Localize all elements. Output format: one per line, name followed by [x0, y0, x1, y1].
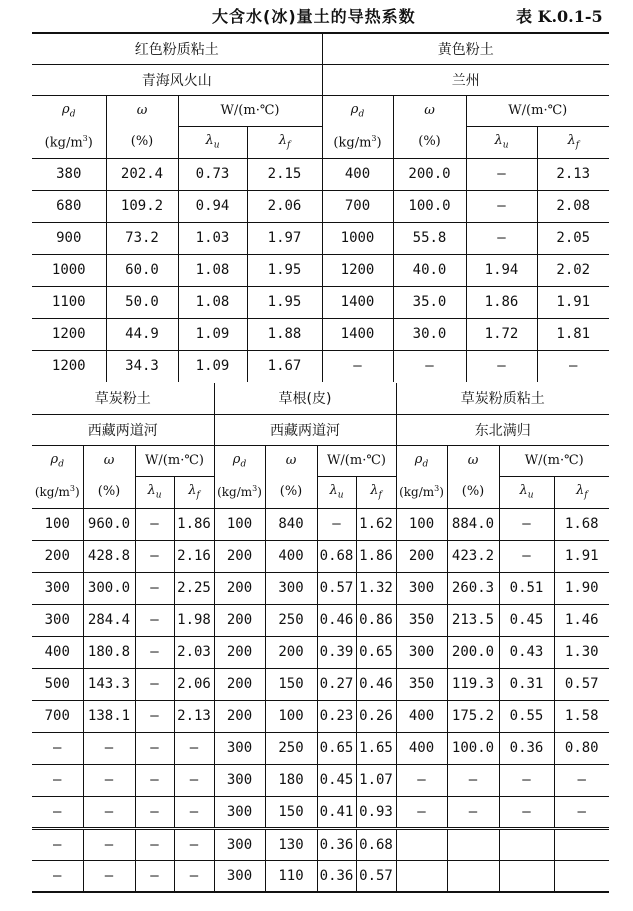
table-cell: 2.13	[174, 700, 214, 732]
table-cell: 180	[265, 764, 317, 796]
table-row	[32, 222, 609, 254]
lambda-f-symbol: $\lambda_f$	[174, 476, 214, 508]
table-cell: 1000	[32, 254, 106, 286]
table-cell: —	[499, 508, 554, 540]
table-row	[32, 700, 609, 732]
table-cell: 1.07	[356, 764, 396, 796]
table-cell: 400	[396, 732, 447, 764]
table-cell: 100	[32, 508, 83, 540]
thermal-conductivity-table-part1	[32, 32, 609, 382]
table-cell: 0.65	[356, 636, 396, 668]
location-header: 兰州	[322, 64, 609, 95]
table-cell: 1100	[32, 286, 106, 318]
conductivity-unit: W/(m·℃)	[178, 95, 322, 126]
table-cell: 300	[214, 860, 265, 892]
table-cell: 0.51	[499, 572, 554, 604]
table-cell: 380	[32, 158, 106, 190]
table-cell: 200	[265, 636, 317, 668]
table-cell	[499, 828, 554, 860]
table-cell: —	[174, 796, 214, 828]
table-title-bar	[0, 2, 633, 28]
table-row	[32, 286, 609, 318]
table-cell: 428.8	[83, 540, 135, 572]
table-cell: —	[466, 158, 537, 190]
table-cell: 423.2	[447, 540, 499, 572]
lambda-f-symbol: $\lambda_f$	[356, 476, 396, 508]
table-cell: —	[554, 764, 609, 796]
density-symbol: $\rho_d$	[32, 445, 83, 476]
table-cell: 1.86	[174, 508, 214, 540]
soil-type-header: 红色粉质粘土	[32, 33, 322, 64]
table-cell: 1.32	[356, 572, 396, 604]
table-cell: —	[466, 190, 537, 222]
table-cell: 1.91	[554, 540, 609, 572]
table-cell: 100.0	[393, 190, 466, 222]
table-cell: 1.81	[537, 318, 609, 350]
table-cell: 200	[214, 668, 265, 700]
table-cell: 0.36	[317, 828, 356, 860]
table-cell: —	[135, 700, 174, 732]
table-cell: 300	[265, 572, 317, 604]
table-cell: 0.55	[499, 700, 554, 732]
location-header: 东北满归	[396, 414, 609, 445]
table-cell: 110	[265, 860, 317, 892]
percent-unit: (%)	[106, 126, 178, 158]
table-cell: 1.67	[247, 350, 322, 382]
table-cell: 1.95	[247, 254, 322, 286]
lambda-f-symbol: $\lambda_f$	[537, 126, 609, 158]
table-cell: 119.3	[447, 668, 499, 700]
table-cell: —	[135, 732, 174, 764]
table-cell: 1.98	[174, 604, 214, 636]
table-cell: —	[174, 860, 214, 892]
table-cell: 44.9	[106, 318, 178, 350]
percent-unit: (%)	[265, 476, 317, 508]
table-cell: 0.94	[178, 190, 247, 222]
table-cell: 884.0	[447, 508, 499, 540]
table-cell: 2.05	[537, 222, 609, 254]
table-cell: 700	[32, 700, 83, 732]
table-cell: 0.31	[499, 668, 554, 700]
percent-unit: (%)	[393, 126, 466, 158]
table-cell: 175.2	[447, 700, 499, 732]
table-cell: 0.26	[356, 700, 396, 732]
table-cell: 2.06	[247, 190, 322, 222]
table-cell: 300	[214, 796, 265, 828]
table-cell: 73.2	[106, 222, 178, 254]
table-cell: —	[554, 796, 609, 828]
table-cell: 1.46	[554, 604, 609, 636]
table-row	[32, 158, 609, 190]
table-cell: 0.45	[499, 604, 554, 636]
location-header: 西藏两道河	[214, 414, 396, 445]
water-content-symbol: ω	[106, 95, 178, 126]
conductivity-unit: W/(m·℃)	[466, 95, 609, 126]
table-cell: —	[499, 796, 554, 828]
density-symbol: $\rho_d$	[214, 445, 265, 476]
table-row	[32, 604, 609, 636]
table-cell: —	[466, 350, 537, 382]
table-cell: 0.46	[317, 604, 356, 636]
density-symbol: $\rho_d$	[322, 95, 393, 126]
lambda-u-symbol: $\lambda_u$	[317, 476, 356, 508]
table-cell: 100	[396, 508, 447, 540]
table-cell: 1.72	[466, 318, 537, 350]
table-cell: —	[396, 796, 447, 828]
density-unit: $(kg/m^3)$	[322, 126, 393, 158]
table-cell: —	[174, 764, 214, 796]
percent-unit: (%)	[447, 476, 499, 508]
table-row	[32, 732, 609, 764]
table-cell: 100.0	[447, 732, 499, 764]
table-cell: 260.3	[447, 572, 499, 604]
table-cell: 840	[265, 508, 317, 540]
table-cell	[447, 860, 499, 892]
table-cell: 0.39	[317, 636, 356, 668]
table-cell: 202.4	[106, 158, 178, 190]
lambda-u-symbol: $\lambda_u$	[135, 476, 174, 508]
table-cell: 30.0	[393, 318, 466, 350]
table-cell: —	[32, 732, 83, 764]
table-cell: 0.46	[356, 668, 396, 700]
table-code: 表 K.0.1-5	[516, 7, 603, 26]
table-cell: 100	[265, 700, 317, 732]
lambda-u-symbol: $\lambda_u$	[178, 126, 247, 158]
table-cell: 900	[32, 222, 106, 254]
conductivity-unit: W/(m·℃)	[135, 445, 214, 476]
thermal-conductivity-table-part2	[32, 383, 609, 893]
conductivity-unit: W/(m·℃)	[499, 445, 609, 476]
soil-type-header: 黄色粉土	[322, 33, 609, 64]
location-header: 西藏两道河	[32, 414, 214, 445]
table-cell: 0.57	[317, 572, 356, 604]
table-cell	[396, 828, 447, 860]
table-cell: 250	[265, 604, 317, 636]
table-cell: 180.8	[83, 636, 135, 668]
table-cell: 700	[322, 190, 393, 222]
table-cell: —	[83, 828, 135, 860]
table-cell: —	[447, 764, 499, 796]
table-cell: 1.58	[554, 700, 609, 732]
table-cell: 200	[214, 540, 265, 572]
water-content-symbol: ω	[83, 445, 135, 476]
table-cell: 1.08	[178, 254, 247, 286]
table-cell: 1200	[32, 318, 106, 350]
table-cell: 400	[32, 636, 83, 668]
table-cell: 400	[396, 700, 447, 732]
table-cell: 2.25	[174, 572, 214, 604]
soil-type-header: 草炭粉土	[32, 383, 214, 414]
density-unit: $(kg/m^3)$	[396, 476, 447, 508]
table-cell: 1.30	[554, 636, 609, 668]
table-cell: 34.3	[106, 350, 178, 382]
table-cell: —	[135, 540, 174, 572]
table-cell: —	[135, 668, 174, 700]
table-cell: 1000	[322, 222, 393, 254]
table-cell: —	[135, 572, 174, 604]
table-cell: —	[32, 764, 83, 796]
table-cell: 2.02	[537, 254, 609, 286]
table-cell	[396, 860, 447, 892]
table-row	[32, 350, 609, 382]
density-unit: $(kg/m^3)$	[32, 476, 83, 508]
table-cell: —	[393, 350, 466, 382]
table-cell: —	[83, 732, 135, 764]
table-cell: 400	[265, 540, 317, 572]
table-cell: —	[135, 828, 174, 860]
table-row	[32, 636, 609, 668]
table-cell: 0.27	[317, 668, 356, 700]
table-row	[32, 764, 609, 796]
table-cell: 1200	[32, 350, 106, 382]
table-cell	[554, 860, 609, 892]
table-cell: 200.0	[393, 158, 466, 190]
table-cell: 0.45	[317, 764, 356, 796]
table-cell: 213.5	[447, 604, 499, 636]
table-cell: —	[83, 764, 135, 796]
density-symbol: $\rho_d$	[396, 445, 447, 476]
table-cell: —	[466, 222, 537, 254]
location-header: 青海风火山	[32, 64, 322, 95]
soil-type-header: 草根(皮)	[214, 383, 396, 414]
table-cell: —	[317, 508, 356, 540]
soil-type-header: 草炭粉质粘土	[396, 383, 609, 414]
table-cell: 200	[214, 700, 265, 732]
table-cell: —	[32, 828, 83, 860]
table-cell: 1200	[322, 254, 393, 286]
table-cell: 960.0	[83, 508, 135, 540]
table-cell: 200	[214, 572, 265, 604]
table-cell: 1.91	[537, 286, 609, 318]
table-cell: 1.94	[466, 254, 537, 286]
table-cell: 55.8	[393, 222, 466, 254]
lambda-f-symbol: $\lambda_f$	[247, 126, 322, 158]
table-row	[32, 190, 609, 222]
table-cell: —	[135, 636, 174, 668]
table-cell: —	[499, 764, 554, 796]
table-cell: —	[135, 508, 174, 540]
table-cell: 1.09	[178, 318, 247, 350]
water-content-symbol: ω	[393, 95, 466, 126]
table-cell: 1400	[322, 318, 393, 350]
table-cell: 2.13	[537, 158, 609, 190]
table-cell: —	[135, 796, 174, 828]
table-cell	[554, 828, 609, 860]
table-cell: 0.80	[554, 732, 609, 764]
conductivity-unit: W/(m·℃)	[317, 445, 396, 476]
lambda-f-symbol: $\lambda_f$	[554, 476, 609, 508]
table-cell: —	[322, 350, 393, 382]
table-cell: 284.4	[83, 604, 135, 636]
table-cell: 0.57	[356, 860, 396, 892]
table-row	[32, 860, 609, 892]
table-cell: 0.68	[356, 828, 396, 860]
table-cell: 250	[265, 732, 317, 764]
table-cell: 350	[396, 668, 447, 700]
table-cell: 200	[214, 604, 265, 636]
table-cell: 0.86	[356, 604, 396, 636]
table-cell: 300.0	[83, 572, 135, 604]
table-cell: 0.43	[499, 636, 554, 668]
table-cell: —	[83, 796, 135, 828]
water-content-symbol: ω	[265, 445, 317, 476]
table-row	[32, 796, 609, 828]
table-cell: 40.0	[393, 254, 466, 286]
table-row	[32, 318, 609, 350]
table-row	[32, 668, 609, 700]
percent-unit: (%)	[83, 476, 135, 508]
table-cell: 2.08	[537, 190, 609, 222]
table-cell: 143.3	[83, 668, 135, 700]
table-cell: 350	[396, 604, 447, 636]
table-cell: —	[569, 358, 578, 375]
table-row	[32, 572, 609, 604]
table-cell: 0.68	[317, 540, 356, 572]
table-cell: 1.62	[356, 508, 396, 540]
table-cell: 150	[265, 668, 317, 700]
table-cell: 300	[32, 572, 83, 604]
table-cell: 130	[265, 828, 317, 860]
table-cell: 1.68	[554, 508, 609, 540]
table-cell: 0.36	[317, 860, 356, 892]
table-cell: 0.41	[317, 796, 356, 828]
table-cell: 0.93	[356, 796, 396, 828]
table-cell: 300	[396, 636, 447, 668]
table-cell: —	[499, 540, 554, 572]
table-cell: 1.88	[247, 318, 322, 350]
table-body-part1	[32, 158, 609, 382]
table-cell: —	[32, 860, 83, 892]
table-cell: 200	[214, 636, 265, 668]
table-cell: 300	[214, 732, 265, 764]
table-cell: 1400	[322, 286, 393, 318]
table-cell: 50.0	[106, 286, 178, 318]
table-cell: 138.1	[83, 700, 135, 732]
table-cell: —	[135, 764, 174, 796]
table-cell: —	[32, 796, 83, 828]
density-symbol: $\rho_d$	[32, 95, 106, 126]
table-cell: 109.2	[106, 190, 178, 222]
table-cell: 1.86	[466, 286, 537, 318]
table-cell: 1.86	[356, 540, 396, 572]
table-cell: 400	[322, 158, 393, 190]
table-row	[32, 508, 609, 540]
table-cell: 300	[214, 764, 265, 796]
table-cell: 1.03	[178, 222, 247, 254]
table-body-part2	[32, 508, 609, 892]
table-title: 大含水(冰)量土的导热系数	[212, 7, 416, 26]
table-cell: —	[174, 732, 214, 764]
table-cell: 60.0	[106, 254, 178, 286]
table-cell: —	[174, 828, 214, 860]
table-cell: 200	[32, 540, 83, 572]
density-unit: $(kg/m^3)$	[214, 476, 265, 508]
table-cell: 0.23	[317, 700, 356, 732]
table-cell: —	[135, 860, 174, 892]
water-content-symbol: ω	[447, 445, 499, 476]
table-row	[32, 254, 609, 286]
table-cell: 200.0	[447, 636, 499, 668]
table-cell: 35.0	[393, 286, 466, 318]
table-cell: 0.36	[499, 732, 554, 764]
table-cell: 2.06	[174, 668, 214, 700]
density-unit: $(kg/m^3)$	[32, 126, 106, 158]
table-cell: 0.57	[554, 668, 609, 700]
table-cell: 1.65	[356, 732, 396, 764]
table-cell: 200	[396, 540, 447, 572]
table-cell: 0.73	[178, 158, 247, 190]
lambda-u-symbol: $\lambda_u$	[499, 476, 554, 508]
table-cell: —	[447, 796, 499, 828]
table-cell	[499, 860, 554, 892]
table-cell: 300	[32, 604, 83, 636]
table-cell: —	[135, 604, 174, 636]
table-cell: 150	[265, 796, 317, 828]
table-cell: 2.16	[174, 540, 214, 572]
table-cell: 100	[214, 508, 265, 540]
table-cell: 2.03	[174, 636, 214, 668]
table-cell	[447, 828, 499, 860]
table-cell: 300	[214, 828, 265, 860]
table-cell: 2.15	[247, 158, 322, 190]
table-cell: 680	[32, 190, 106, 222]
lambda-u-symbol: $\lambda_u$	[466, 126, 537, 158]
table-cell: 1.09	[178, 350, 247, 382]
table-cell: —	[83, 860, 135, 892]
table-cell: 1.90	[554, 572, 609, 604]
table-cell: 0.65	[317, 732, 356, 764]
table-row	[32, 828, 609, 860]
table-cell: 1.95	[247, 286, 322, 318]
table-row	[32, 540, 609, 572]
table-cell: —	[396, 764, 447, 796]
table-cell: 300	[396, 572, 447, 604]
table-cell: 1.08	[178, 286, 247, 318]
table-cell: 500	[32, 668, 83, 700]
table-cell: 1.97	[247, 222, 322, 254]
